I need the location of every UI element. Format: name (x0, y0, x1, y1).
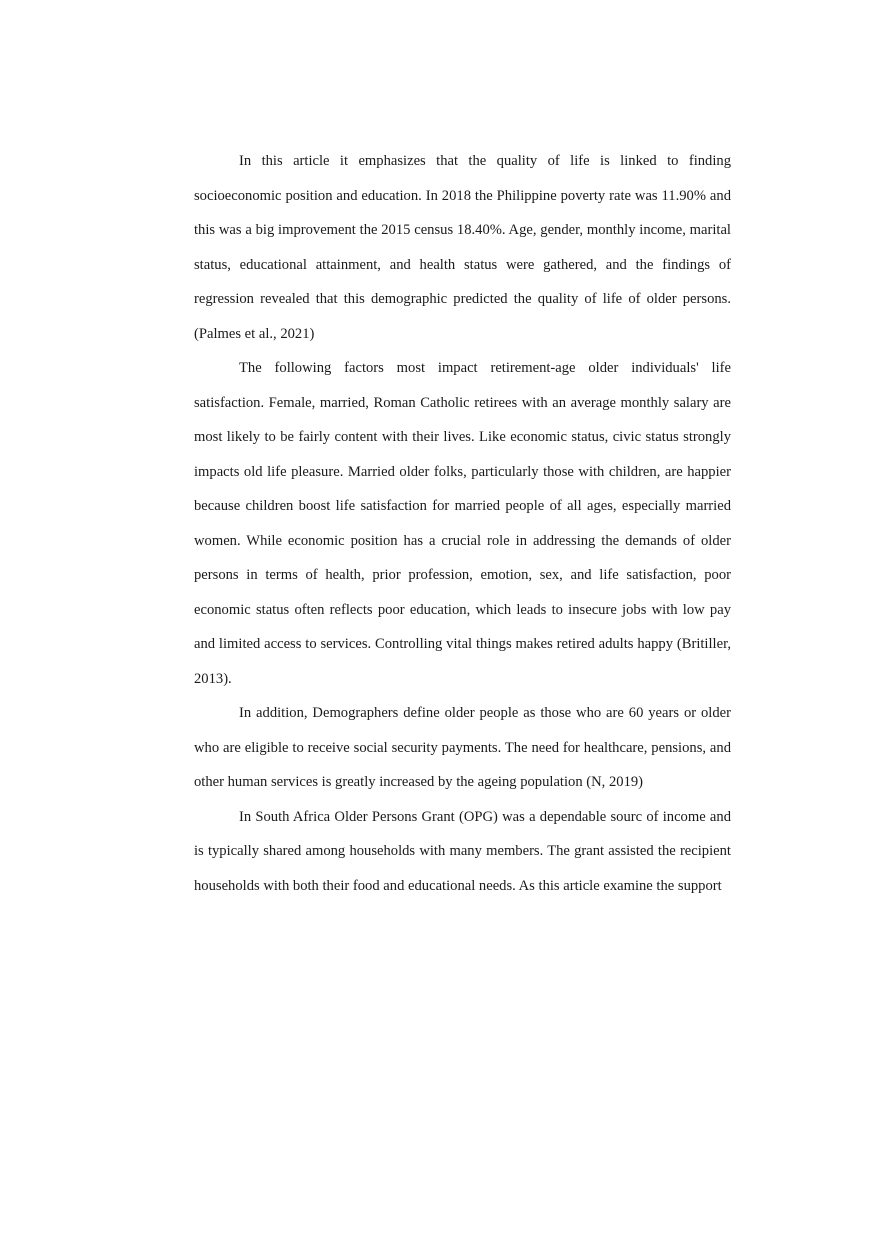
document-body (194, 144, 731, 903)
paragraph-life-satisfaction: The following factors most impact retirement-age older individuals' life satisfaction. Female, married, Roman Catholic retirees with an average monthly salary are most likely to be fairly content with their lives. Like economic status, civic status strongly impacts old life pleasure. Married older folks, particularly those with children, are happier because children boost life satisfaction for married people of all ages, especially married women. While economic position has a crucial role in addressing the demands of older persons in terms of health, prior profession, emotion, sex, and life satisfaction, poor economic status often reflects poor education, which leads to insecure jobs with low pay and limited access to services. Controlling vital things makes retired adults happy (Britiller, 2013). (194, 360, 731, 687)
paragraph-quality-of-life: In this article it emphasizes that the quality of life is linked to finding socioeconomic position and education. In 2018 the Philippine poverty rate was 11.90% and this was a big improvement the 2015 census 18.40%. Age, gender, monthly income, marital status, educational attainment, and health status were gathered, and the findings of regression revealed that this demographic predicted the quality of life of older persons. (Palmes et al., 2021) (194, 153, 731, 342)
paragraph-older-persons-grant: In South Africa Older Persons Grant (OPG) was a dependable sourc of income and is typically shared among households with many members. The grant assisted the recipient households with both their food and educational needs. As this article examine the support (194, 808, 731, 894)
paragraph-older-people-definition: In addition, Demographers define older people as those who are 60 years or older who are eligible to receive social security payments. The need for healthcare, pensions, and other human services is greatly increased by the ageing population (N, 2019) (194, 705, 731, 790)
